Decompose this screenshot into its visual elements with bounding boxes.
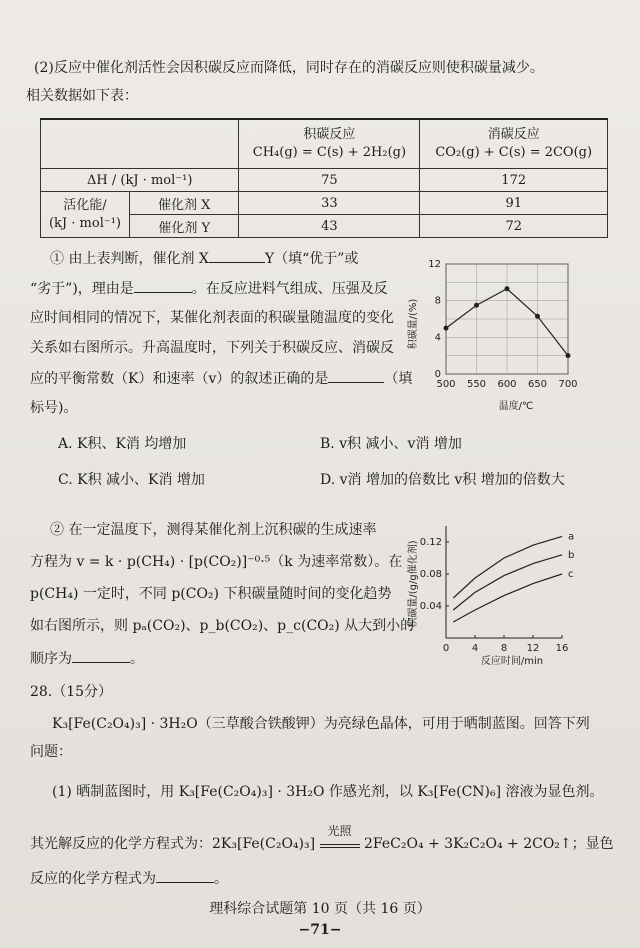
photolysis-arrow — [320, 824, 360, 848]
q2-line-2: 方程为 v = k · p(CH₄) · [p(CO₂)]⁻⁰·⁵（k 为速率常数）。在 — [30, 554, 403, 570]
table-col1-header — [239, 119, 420, 169]
catalyst-y-label: 催化剂 Y — [130, 215, 239, 238]
page-footer: 理科综合试题第 10 页（共 16 页） — [209, 901, 431, 917]
chart2-ytick-label: 0.12 — [419, 537, 442, 548]
q1-line-1a: ① 由上表判断，催化剂 X — [50, 251, 209, 267]
page-number: −71− — [298, 922, 342, 938]
chart2-xtick-label: 16 — [555, 643, 569, 654]
q1-line-5b: （填 — [384, 371, 413, 387]
q1-line-5a: 应的平衡常数（K）和速率（v）的叙述正确的是 — [30, 371, 329, 387]
q28-line-4 — [30, 824, 614, 854]
chart1-data-point — [444, 326, 449, 331]
catalyst-x-value-2: 91 — [420, 192, 608, 215]
chart2-ytick-label: 0.04 — [419, 601, 442, 612]
chart1-xlabel: 温度/℃ — [498, 401, 534, 412]
chart2-xtick-label: 12 — [526, 643, 540, 654]
chart2-xlabel: 反应时间/min — [480, 656, 544, 667]
row-dh-value-2: 172 — [420, 169, 608, 192]
chart2-series-label-a: a — [568, 531, 575, 543]
catalyst-y-value-2: 72 — [420, 215, 608, 238]
chart2-series-label-c: c — [568, 569, 574, 580]
q2-line-3: p(CH₄) 一定时，不同 p(CO₂) 下积碳量随时间的变化趋势 — [30, 586, 392, 602]
q1-line-2 — [30, 278, 388, 299]
table-corner — [41, 119, 239, 169]
row-dh-value-1: 75 — [239, 169, 420, 192]
col1-title: 积碳反应 — [303, 127, 356, 142]
chart1-xtick-label: 550 — [466, 379, 487, 390]
carbon-vs-time-chart — [402, 518, 592, 668]
chart1-data-point — [535, 314, 540, 319]
q2-blank — [72, 648, 130, 663]
chart1-xtick-label: 700 — [558, 379, 578, 390]
q28-line-5b: 。 — [214, 871, 228, 887]
q1-line-1b: Y（填“优于”或 — [264, 251, 359, 267]
chart1-xtick-label: 500 — [436, 379, 456, 390]
q2-line-5 — [30, 648, 144, 669]
q28-heading: 28.（15分） — [30, 684, 113, 700]
option-b: B. v积 减小、v消 增加 — [320, 436, 462, 452]
chart1-data-point — [505, 286, 510, 291]
option-d: D. v消 增加的倍数比 v积 增加的倍数大 — [320, 472, 565, 488]
chart1-ytick-label: 0 — [434, 369, 441, 380]
q1-line-5 — [30, 368, 412, 389]
q28-blank — [156, 868, 214, 883]
q1-line-2b: 。在反应进料气组成、压强及反 — [191, 281, 388, 297]
q1-blank-2 — [134, 278, 192, 293]
table-col2-header — [420, 119, 608, 169]
q28-line-4b: 2FeC₂O₄ + 3K₂C₂O₄ + 2CO₂↑；显色 — [364, 836, 614, 852]
chart2-ytick-label: 0.08 — [419, 569, 442, 580]
col1-equation: CH₄(g) = C(s) + 2H₂(g) — [252, 145, 407, 160]
chart1-ylabel: 积碳量/(%) — [408, 298, 419, 350]
option-a: A. K积、K消 均增加 — [58, 436, 187, 452]
q2-line-5a: 顺序为 — [30, 651, 72, 667]
row-ea-label-1: 活化能/ — [63, 197, 107, 213]
chart2-series-label-b: b — [568, 549, 575, 561]
q1-line-6: 标号)。 — [30, 400, 78, 416]
chart2-xtick-label: 8 — [500, 643, 508, 654]
chart2-ylabel: 积碳量/(g/g催化剂) — [408, 540, 419, 628]
q1-line-1 — [50, 248, 358, 269]
carbon-vs-temperature-chart — [404, 252, 594, 412]
q28-line-5 — [30, 868, 228, 889]
chart2-series-line-c — [453, 574, 562, 622]
q2-line-1: ② 在一定温度下，测得某催化剂上沉积碳的生成速率 — [50, 522, 377, 538]
q28-line-3: (1) 晒制蓝图时，用 K₃[Fe(C₂O₄)₃] · 3H₂O 作感光剂，以 K₃[Fe(CN)₆] 溶液为显色剂。 — [52, 784, 604, 800]
chart2-xtick-label: 0 — [442, 643, 450, 654]
intro-line-2: 相关数据如下表： — [26, 88, 138, 104]
chart1-ytick-label: 4 — [434, 332, 441, 344]
chart1-xtick-label: 650 — [527, 379, 548, 390]
chart1-ytick-label: 8 — [434, 295, 441, 307]
chart1-data-point — [474, 303, 479, 308]
chart2-xtick-label: 4 — [471, 643, 479, 654]
q28-line-2: 问题： — [30, 744, 72, 760]
q1-blank-1 — [209, 248, 265, 263]
chart1-ytick-label: 12 — [428, 259, 441, 270]
q28-line-5a: 反应的化学方程式为 — [30, 871, 156, 887]
q1-blank-3 — [328, 368, 384, 383]
row-dh-label: ΔH / (kJ · mol⁻¹) — [41, 169, 239, 192]
equals-bar — [320, 844, 360, 848]
q1-line-2a: “劣于”)，理由是 — [30, 281, 134, 297]
row-ea-label — [41, 192, 130, 238]
q1-line-4: 关系如右图所示。升高温度时，下列关于积碳反应、消碳反 — [30, 340, 394, 356]
chart2-series-line-a — [453, 536, 562, 598]
chart1-data-point — [566, 353, 571, 358]
catalyst-y-value-1: 43 — [239, 215, 420, 238]
catalyst-x-label: 催化剂 X — [130, 192, 239, 215]
catalyst-x-value-1: 33 — [239, 192, 420, 215]
intro-line-1: (2)反应中催化剂活性会因积碳反应而降低，同时存在的消碳反应则使积碳量减少。 — [34, 60, 544, 76]
light-condition: 光照 — [327, 824, 352, 838]
col2-equation: CO₂(g) + C(s) = 2CO(g) — [435, 145, 593, 160]
q28-line-4a: 其光解反应的化学方程式为：2K₃[Fe(C₂O₄)₃] — [30, 836, 316, 852]
q2-line-5b: 。 — [130, 651, 144, 667]
col2-title: 消碳反应 — [487, 127, 540, 142]
q1-line-3: 应时间相同的情况下，某催化剂表面的积碳量随温度的变化 — [30, 310, 394, 326]
q2-line-4: 如右图所示，则 pₐ(CO₂)、p_b(CO₂)、p_c(CO₂) 从大到小的 — [30, 618, 415, 634]
option-c: C. K积 减小、K消 增加 — [58, 472, 205, 488]
chart1-xtick-label: 600 — [497, 379, 517, 390]
data-table — [40, 118, 608, 238]
q28-line-1: K₃[Fe(C₂O₄)₃] · 3H₂O（三草酸合铁酸钾）为亮绿色晶体，可用于晒制蓝图。回答下列 — [52, 716, 590, 732]
row-ea-label-2: (kJ · mol⁻¹) — [48, 215, 121, 231]
